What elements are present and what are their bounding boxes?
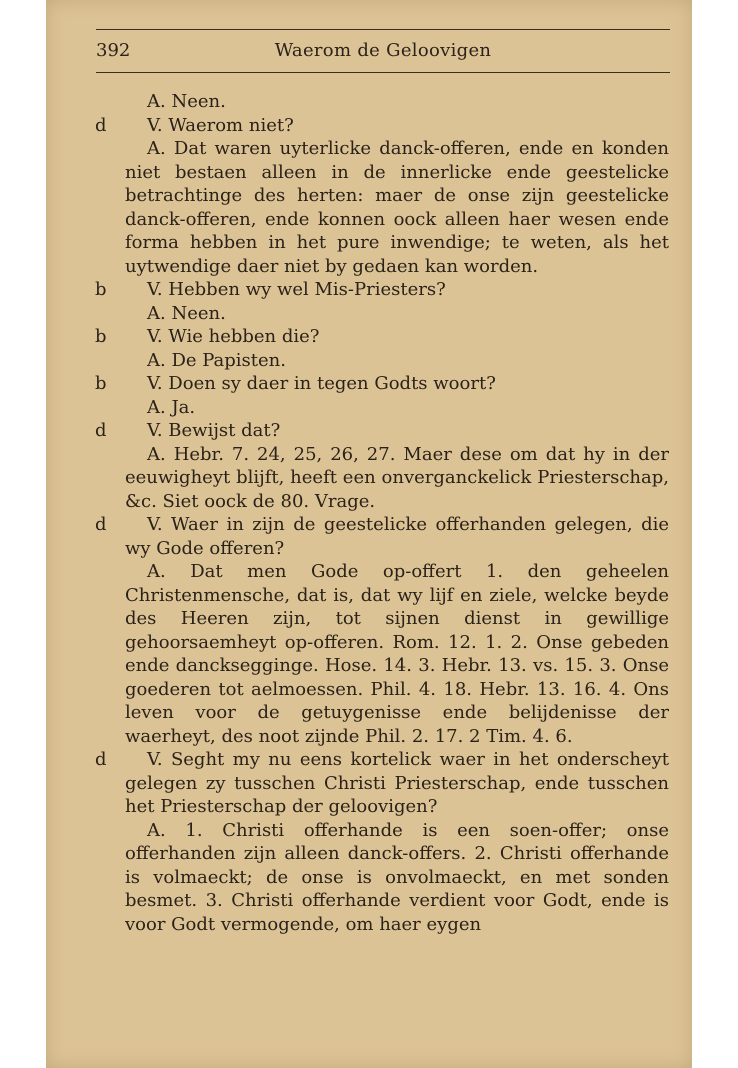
margin-marker: b (95, 279, 107, 300)
paragraph-text: A. Hebr. 7. 24, 25, 26, 27. Maer dese om dat hy in der eeuwigheyt blijft, heeft een onverganckelick Priesterschap, &c. Siet oock de 80. Vrage. (125, 443, 669, 512)
paragraph-text: V. Waer in zijn de geestelicke offerhanden gelegen, die wy Gode offeren? (125, 514, 669, 559)
paragraph-text: A. De Papisten. (147, 349, 286, 371)
answer-paragraph (125, 443, 669, 514)
answer-paragraph (125, 302, 669, 326)
question-paragraph (95, 748, 669, 819)
paragraph-text: V. Wie hebben die? (147, 326, 320, 347)
margin-marker: b (95, 373, 107, 394)
question-paragraph (95, 114, 669, 138)
paragraph-text: A. Neen. (147, 91, 226, 112)
paragraph-text: V. Doen sy daer in tegen Godts woort? (147, 373, 496, 394)
answer-paragraph (125, 819, 669, 937)
margin-marker: b (95, 326, 107, 347)
question-paragraph (95, 372, 669, 396)
page-number: 392 (96, 40, 131, 61)
question-paragraph (95, 278, 669, 302)
answer-paragraph (125, 560, 669, 748)
margin-marker: d (95, 514, 107, 535)
paragraph-text: V. Hebben wy wel Mis-Priesters? (147, 279, 446, 300)
question-paragraph (95, 513, 669, 560)
question-paragraph (95, 419, 669, 443)
answer-paragraph (125, 396, 669, 420)
paragraph-text: A. Neen. (147, 302, 226, 324)
paragraph-text: A. Dat waren uyterlicke danck-offeren, ende en konden niet bestaen alleen in de innerlicke ende geestelicke betrachtinge des herten: maer de onse zijn geestelicke danck-offeren, ende konnen oock alleen haer wesen ende forma hebben in het pure inwendige; te weten, als het uytwendige daer niet by gedaen kan worden. (125, 138, 669, 277)
margin-marker: d (95, 749, 107, 770)
margin-marker: d (95, 114, 107, 136)
paragraph-text: V. Bewijst dat? (147, 420, 281, 441)
header-rule-top (96, 29, 670, 30)
margin-marker: d (95, 420, 107, 441)
header-rule-bottom (96, 72, 670, 73)
answer-paragraph (125, 349, 669, 373)
catechism-text (95, 90, 669, 936)
paragraph-text: A. Dat men Gode op-offert 1. den geheelen Christenmensche, dat is, dat wy lijf en ziele, welcke beyde des Heeren zijn, tot sijnen dienst in gewillige gehoorsaemheyt op-offeren. Rom. 12. 1. 2. Onse gebeden ende dancksegginge. Hose. 14. 3. Hebr. 13. vs. 15. 3. Onse goederen tot aelmoessen. Phil. 4. 18. Hebr. 13. 16. 4. Ons leven voor de getuygenisse ende belijdenisse der waerheyt, des noot zijnde Phil. 2. 17. 2 Tim. 4. 6. (125, 561, 669, 747)
paragraph-text: V. Seght my nu eens kortelick waer in het onderscheyt gelegen zy tusschen Christi Priesterschap, ende tusschen het Priesterschap der geloovigen? (125, 749, 669, 817)
question-paragraph (95, 325, 669, 349)
answer-paragraph (125, 90, 669, 114)
answer-paragraph (125, 137, 669, 278)
paragraph-text: A. Ja. (147, 396, 196, 418)
running-title: Waerom de Geloovigen (274, 40, 492, 61)
paragraph-text: A. 1. Christi offerhande is een soen-offer; onse offerhanden zijn alleen danck-offers. 2. Christi offerhande is volmaeckt; de onse is onvolmaeckt, en met sonden besmet. 3. Christi offerhande verdient voor Godt, ende is voor Godt vermogende, om haer eygen (125, 819, 669, 935)
paragraph-text: V. Waerom niet? (147, 114, 294, 136)
